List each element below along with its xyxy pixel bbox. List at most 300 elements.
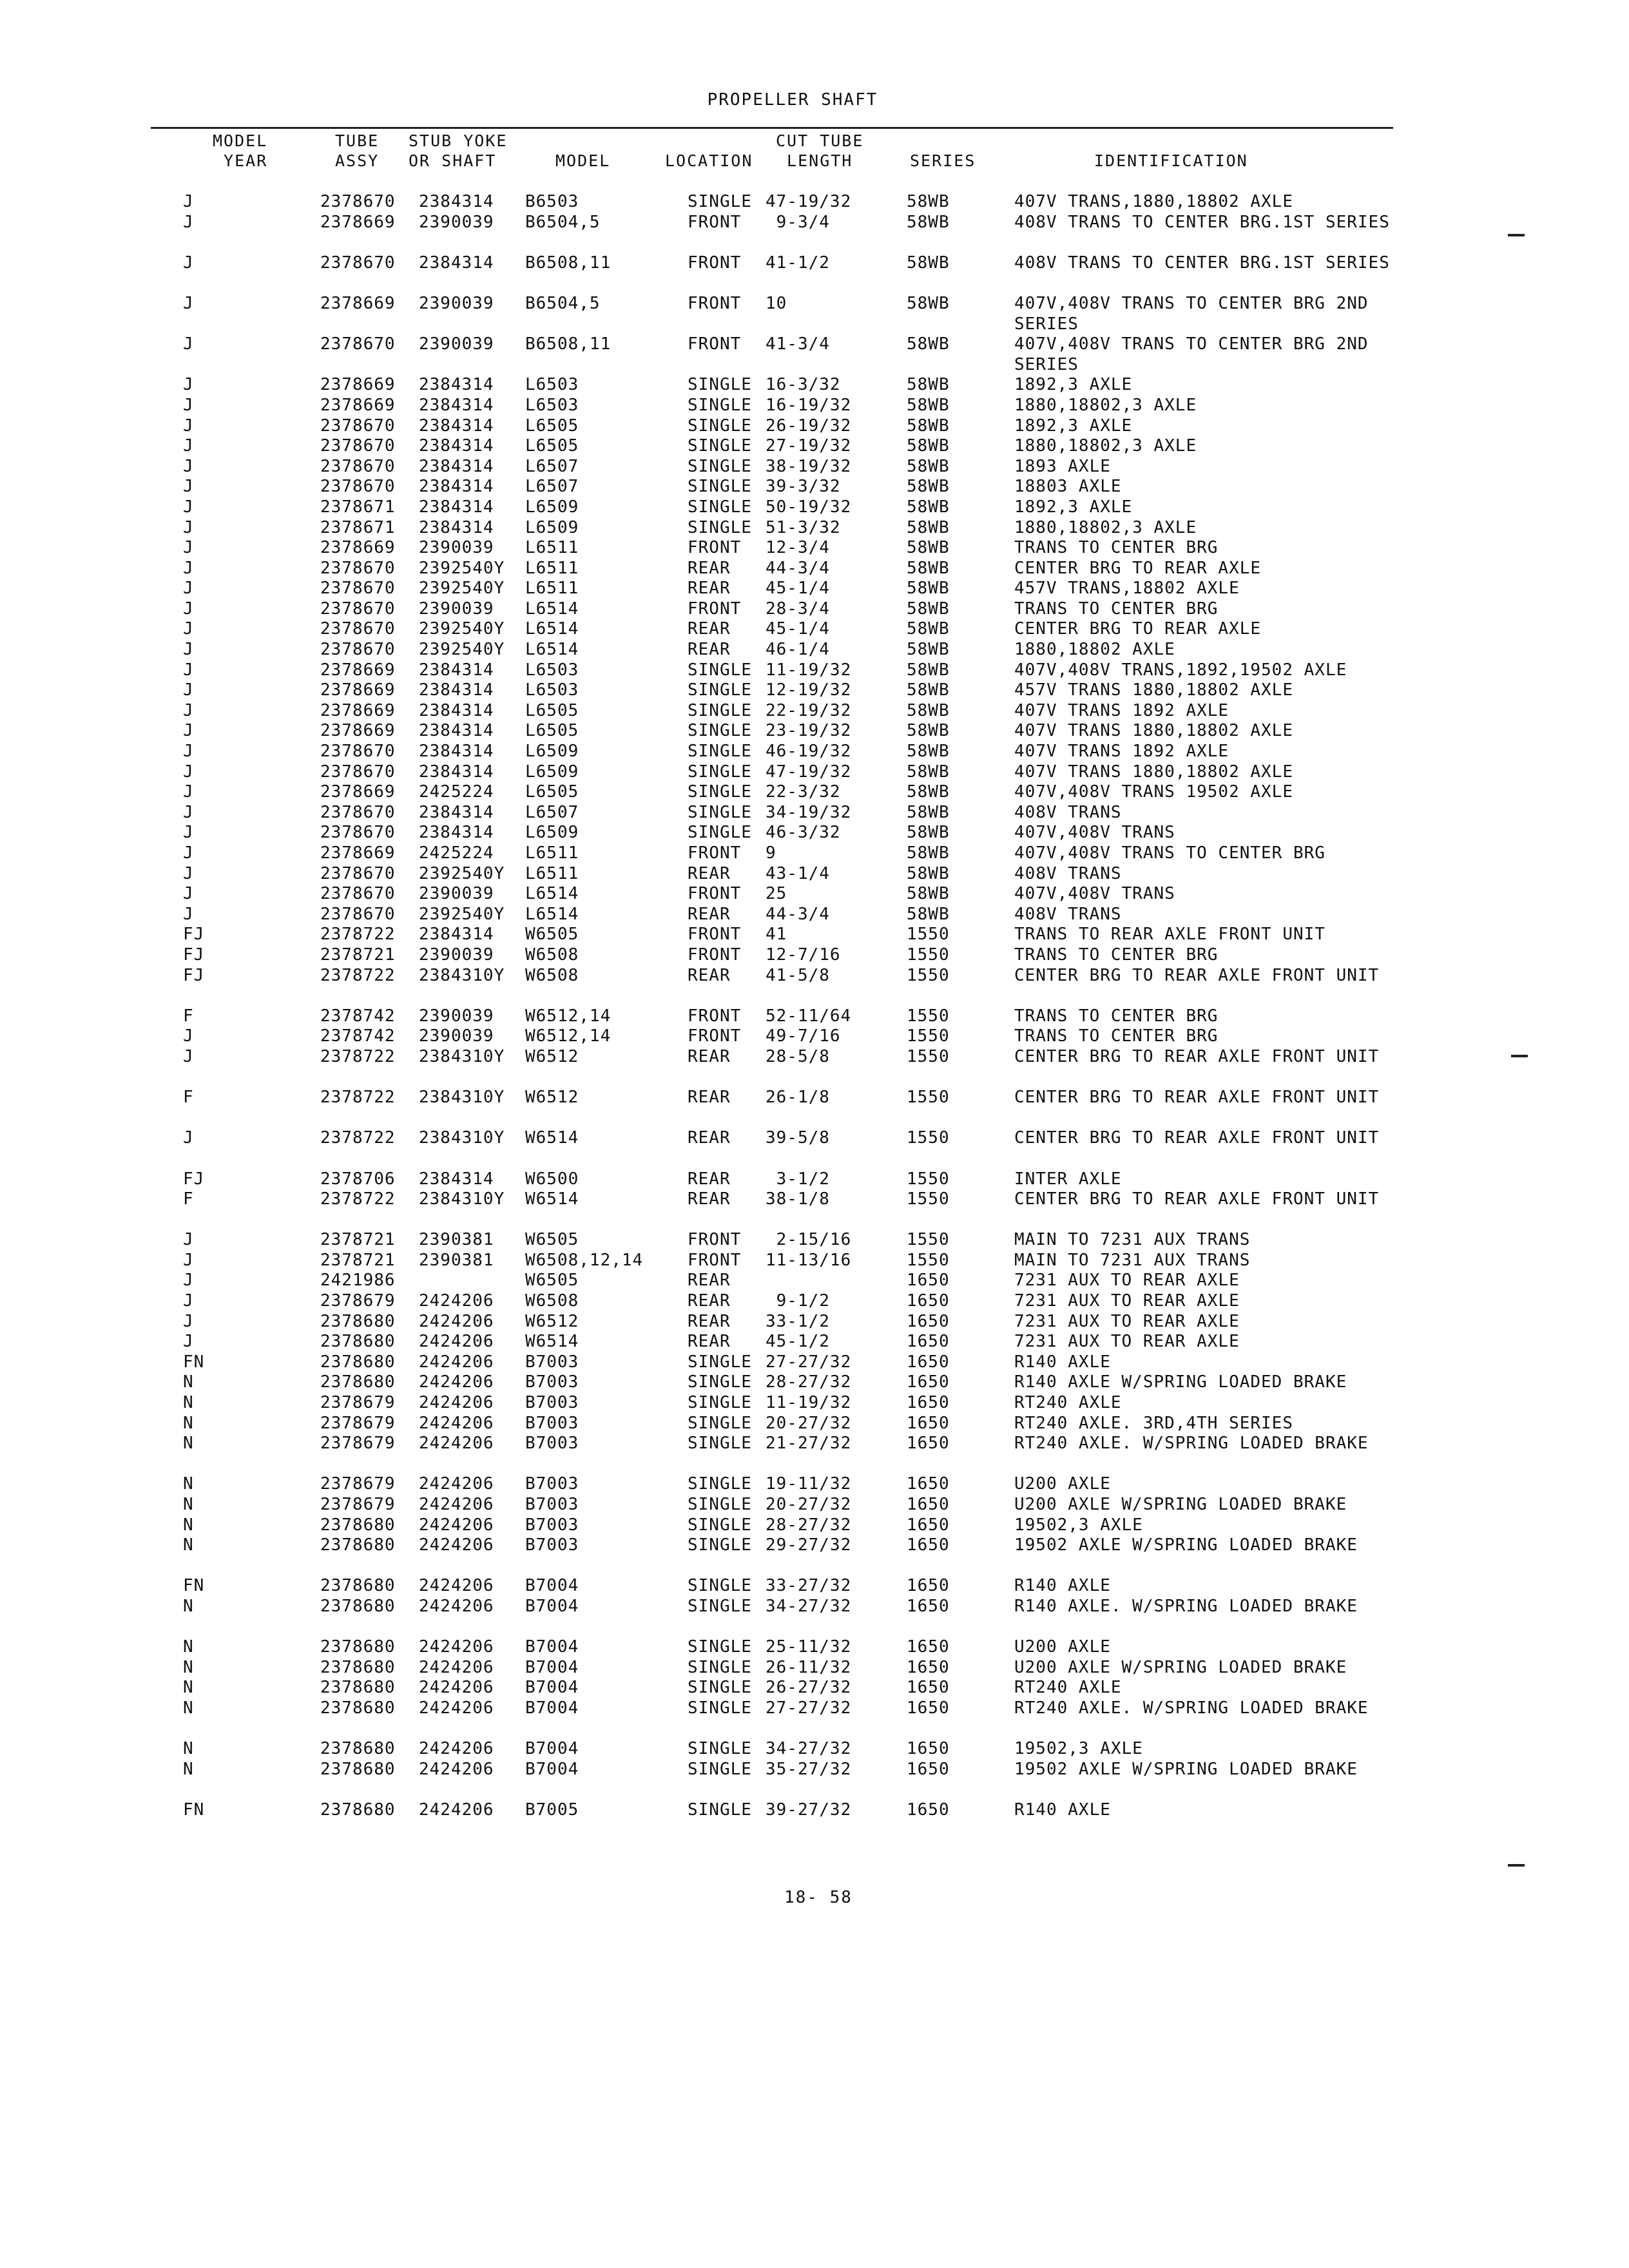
tube-assy-cell: 2378680 [320, 1372, 396, 1392]
model-year-cell: J [183, 395, 194, 415]
model-year-cell: N [183, 1698, 194, 1718]
table-row [0, 1047, 1629, 1088]
cut-tube-length-cell: 45-1/2 [766, 1332, 830, 1352]
series-cell: 1550 [907, 1026, 950, 1046]
series-cell: 58WB [907, 395, 950, 415]
header-tube-assy: TUBE ASSY [335, 131, 380, 170]
stub-yoke-cell: 2384314 [419, 742, 494, 762]
stub-yoke-cell: 2392540Y [419, 579, 505, 599]
stub-yoke-cell: 2424206 [419, 1495, 494, 1514]
location-cell: REAR [688, 1291, 731, 1311]
table-row [0, 619, 1629, 640]
series-cell: 1650 [907, 1291, 950, 1311]
tube-assy-cell: 2378670 [320, 558, 396, 578]
model-cell: L6511 [525, 558, 579, 578]
model-cell: B7003 [525, 1413, 579, 1433]
model-cell: L6505 [525, 700, 579, 720]
identification-cell: 457V TRANS 1880,18802 AXLE [1014, 680, 1293, 700]
identification-cell: 407V,408V TRANS TO CENTER BRG 2ND SERIES [1014, 293, 1369, 334]
table-row [0, 1678, 1629, 1698]
model-cell: L6514 [525, 619, 579, 639]
table-row [0, 1576, 1629, 1597]
model-cell: L6514 [525, 599, 579, 619]
identification-cell: 408V TRANS TO CENTER BRG.1ST SERIES [1014, 253, 1390, 273]
model-year-cell: F [183, 1006, 194, 1026]
series-cell: 58WB [907, 802, 950, 822]
series-cell: 1650 [907, 1739, 950, 1759]
table-row [0, 436, 1629, 457]
stub-yoke-cell: 2424206 [419, 1434, 494, 1454]
model-cell: W6514 [525, 1332, 579, 1352]
cut-tube-length-cell: 33-27/32 [766, 1576, 852, 1596]
location-cell: FRONT [688, 253, 742, 273]
stub-yoke-cell: 2384314 [419, 1169, 494, 1189]
series-cell: 1650 [907, 1596, 950, 1616]
series-cell: 58WB [907, 742, 950, 762]
model-year-cell: J [183, 884, 194, 904]
stub-yoke-cell: 2392540Y [419, 863, 505, 883]
location-cell: SINGLE [688, 660, 752, 680]
cut-tube-length-cell: 27-27/32 [766, 1352, 852, 1372]
stub-yoke-cell: 2392540Y [419, 558, 505, 578]
tube-assy-cell: 2378669 [320, 700, 396, 720]
stub-yoke-cell: 2424206 [419, 1596, 494, 1616]
model-cell: W6512,14 [525, 1006, 612, 1026]
location-cell: FRONT [688, 212, 742, 232]
page-title: PROPELLER SHAFT [707, 90, 878, 110]
identification-cell: 408V TRANS [1014, 904, 1122, 924]
identification-cell: TRANS TO CENTER BRG [1014, 1006, 1219, 1026]
tube-assy-cell: 2378670 [320, 334, 396, 354]
series-cell: 1650 [907, 1759, 950, 1779]
stub-yoke-cell: 2424206 [419, 1657, 494, 1677]
series-cell: 58WB [907, 436, 950, 456]
identification-cell: 7231 AUX TO REAR AXLE [1014, 1271, 1240, 1291]
table-row [0, 782, 1629, 803]
identification-cell: TRANS TO CENTER BRG [1014, 538, 1219, 558]
series-cell: 1650 [907, 1311, 950, 1331]
model-year-cell: N [183, 1413, 194, 1433]
model-year-cell: J [183, 1230, 194, 1250]
identification-cell: 1880,18802,3 AXLE [1014, 395, 1197, 415]
identification-cell: 1892,3 AXLE [1014, 497, 1133, 517]
cut-tube-length-cell: 47-19/32 [766, 192, 852, 211]
series-cell: 1650 [907, 1332, 950, 1352]
model-cell: B7003 [525, 1393, 579, 1413]
series-cell: 58WB [907, 721, 950, 741]
stub-yoke-cell: 2384310Y [419, 1046, 505, 1066]
tube-assy-cell: 2378721 [320, 1230, 396, 1250]
series-cell: 1650 [907, 1434, 950, 1454]
table-row [0, 192, 1629, 213]
model-cell: L6509 [525, 497, 579, 517]
cut-tube-length-cell: 39-3/32 [766, 477, 841, 497]
model-year-cell: J [183, 497, 194, 517]
model-year-cell: J [183, 1291, 194, 1311]
table-row [0, 396, 1629, 416]
location-cell: SINGLE [688, 456, 752, 476]
stub-yoke-cell: 2392540Y [419, 619, 505, 639]
table-row [0, 1372, 1629, 1393]
stub-yoke-cell: 2384314 [419, 700, 494, 720]
model-year-cell: J [183, 1046, 194, 1066]
location-cell: SINGLE [688, 497, 752, 517]
tube-assy-cell: 2378670 [320, 599, 396, 619]
location-cell: SINGLE [688, 721, 752, 741]
location-cell: SINGLE [688, 1739, 752, 1759]
table-row [0, 1760, 1629, 1800]
model-cell: L6511 [525, 863, 579, 883]
identification-cell: 1893 AXLE [1014, 456, 1111, 476]
identification-cell: 1880,18802,3 AXLE [1014, 436, 1197, 456]
model-year-cell: J [183, 293, 194, 313]
cut-tube-length-cell: 35-27/32 [766, 1759, 852, 1779]
cut-tube-length-cell: 39-27/32 [766, 1800, 852, 1820]
location-cell: SINGLE [688, 1434, 752, 1454]
stub-yoke-cell: 2424206 [419, 1332, 494, 1352]
location-cell: REAR [688, 1088, 731, 1108]
model-year-cell: J [183, 212, 194, 232]
table-row [0, 1312, 1629, 1332]
model-year-cell: N [183, 1739, 194, 1759]
model-cell: B7004 [525, 1637, 579, 1657]
tube-assy-cell: 2378721 [320, 1250, 396, 1270]
location-cell: SINGLE [688, 1657, 752, 1677]
series-cell: 58WB [907, 517, 950, 537]
tube-assy-cell: 2378679 [320, 1434, 396, 1454]
location-cell: SINGLE [688, 1352, 752, 1372]
table-row [0, 905, 1629, 925]
cut-tube-length-cell: 38-19/32 [766, 456, 852, 476]
model-year-cell: J [183, 558, 194, 578]
margin-mark [1511, 1055, 1528, 1057]
cut-tube-length-cell: 21-27/32 [766, 1434, 852, 1454]
model-year-cell: J [183, 517, 194, 537]
tube-assy-cell: 2378669 [320, 843, 396, 863]
table-row [0, 1414, 1629, 1434]
model-cell: W6514 [525, 1128, 579, 1148]
header-model: MODEL [555, 151, 611, 170]
identification-cell: 457V TRANS,18802 AXLE [1014, 579, 1240, 599]
stub-yoke-cell: 2424206 [419, 1413, 494, 1433]
model-year-cell: N [183, 1515, 194, 1535]
series-cell: 58WB [907, 782, 950, 802]
location-cell: SINGLE [688, 823, 752, 843]
location-cell: FRONT [688, 599, 742, 619]
table-row [0, 640, 1629, 660]
tube-assy-cell: 2378679 [320, 1413, 396, 1433]
model-cell: W6505 [525, 925, 579, 945]
cut-tube-length-cell: 28-5/8 [766, 1046, 830, 1066]
series-cell: 1650 [907, 1352, 950, 1372]
header-identification: IDENTIFICATION [1094, 151, 1248, 170]
model-year-cell: J [183, 1311, 194, 1331]
location-cell: REAR [688, 1189, 731, 1209]
model-year-cell: N [183, 1657, 194, 1677]
location-cell: REAR [688, 863, 731, 883]
table-row [0, 579, 1629, 599]
table-row [0, 1271, 1629, 1291]
series-cell: 58WB [907, 538, 950, 558]
model-cell: W6512,14 [525, 1026, 612, 1046]
cut-tube-length-cell: 20-27/32 [766, 1413, 852, 1433]
model-year-cell: FJ [183, 965, 205, 985]
series-cell: 1550 [907, 1088, 950, 1108]
table-row [0, 1332, 1629, 1352]
series-cell: 1650 [907, 1800, 950, 1820]
cut-tube-length-cell: 44-3/4 [766, 558, 830, 578]
model-cell: B7003 [525, 1535, 579, 1555]
tube-assy-cell: 2378680 [320, 1596, 396, 1616]
identification-cell: CENTER BRG TO REAR AXLE FRONT UNIT [1014, 1189, 1380, 1209]
series-cell: 58WB [907, 619, 950, 639]
location-cell: SINGLE [688, 1678, 752, 1698]
table-row [0, 1189, 1629, 1230]
model-cell: L6505 [525, 436, 579, 456]
model-cell: L6507 [525, 477, 579, 497]
model-cell: L6511 [525, 579, 579, 599]
identification-cell: RT240 AXLE. 3RD,4TH SERIES [1014, 1413, 1293, 1433]
table-row [0, 213, 1629, 253]
model-year-cell: J [183, 579, 194, 599]
stub-yoke-cell: 2424206 [419, 1393, 494, 1413]
tube-assy-cell: 2378742 [320, 1006, 396, 1026]
model-year-cell: J [183, 1026, 194, 1046]
cut-tube-length-cell: 2-15/16 [766, 1230, 852, 1250]
stub-yoke-cell: 2384314 [419, 436, 494, 456]
location-cell: SINGLE [688, 680, 752, 700]
cut-tube-length-cell: 26-19/32 [766, 416, 852, 436]
model-year-cell: F [183, 1189, 194, 1209]
model-year-cell: J [183, 782, 194, 802]
stub-yoke-cell: 2390039 [419, 334, 494, 354]
tube-assy-cell: 2378670 [320, 823, 396, 843]
tube-assy-cell: 2378680 [320, 1739, 396, 1759]
identification-cell: U200 AXLE [1014, 1637, 1111, 1657]
model-year-cell: J [183, 416, 194, 436]
tube-assy-cell: 2378669 [320, 375, 396, 395]
stub-yoke-cell: 2424206 [419, 1515, 494, 1535]
cut-tube-length-cell: 45-1/4 [766, 619, 830, 639]
table-row [0, 721, 1629, 742]
tube-assy-cell: 2378670 [320, 436, 396, 456]
model-cell: B7003 [525, 1474, 579, 1494]
identification-cell: 19502 AXLE W/SPRING LOADED BRAKE [1014, 1535, 1358, 1555]
location-cell: SINGLE [688, 1576, 752, 1596]
tube-assy-cell: 2378669 [320, 538, 396, 558]
identification-cell: 408V TRANS [1014, 863, 1122, 883]
series-cell: 58WB [907, 497, 950, 517]
identification-cell: 407V,408V TRANS [1014, 823, 1175, 843]
table-row [0, 1495, 1629, 1515]
stub-yoke-cell: 2384310Y [419, 1128, 505, 1148]
model-cell: W6512 [525, 1088, 579, 1108]
identification-cell: 18803 AXLE [1014, 477, 1122, 497]
table-row [0, 294, 1629, 334]
cut-tube-length-cell: 46-3/32 [766, 823, 841, 843]
table-row [0, 1026, 1629, 1047]
model-year-cell: N [183, 1372, 194, 1392]
model-cell: W6512 [525, 1311, 579, 1331]
cut-tube-length-cell: 11-19/32 [766, 1393, 852, 1413]
model-year-cell: F [183, 1088, 194, 1108]
parts-table [0, 192, 1629, 1821]
model-cell: L6514 [525, 904, 579, 924]
identification-cell: 407V TRANS 1880,18802 AXLE [1014, 762, 1293, 782]
tube-assy-cell: 2378680 [320, 1698, 396, 1718]
table-row [0, 1251, 1629, 1271]
location-cell: REAR [688, 640, 731, 660]
location-cell: REAR [688, 1046, 731, 1066]
identification-cell: U200 AXLE [1014, 1474, 1111, 1494]
series-cell: 58WB [907, 762, 950, 782]
table-row [0, 1434, 1629, 1474]
series-cell: 58WB [907, 456, 950, 476]
table-row [0, 1637, 1629, 1658]
cut-tube-length-cell: 10 [766, 293, 787, 313]
cut-tube-length-cell: 44-3/4 [766, 904, 830, 924]
model-year-cell: J [183, 538, 194, 558]
identification-cell: 408V TRANS [1014, 802, 1122, 822]
table-row [0, 1352, 1629, 1373]
identification-cell: 407V,408V TRANS,1892,19502 AXLE [1014, 660, 1347, 680]
table-row [0, 477, 1629, 497]
identification-cell: 19502,3 AXLE [1014, 1739, 1143, 1759]
series-cell: 58WB [907, 660, 950, 680]
model-cell: L6503 [525, 680, 579, 700]
model-year-cell: J [183, 253, 194, 273]
cut-tube-length-cell: 43-1/4 [766, 863, 830, 883]
location-cell: REAR [688, 619, 731, 639]
table-row [0, 945, 1629, 966]
identification-cell: 7231 AUX TO REAR AXLE [1014, 1291, 1240, 1311]
series-cell: 58WB [907, 680, 950, 700]
table-row [0, 253, 1629, 294]
location-cell: FRONT [688, 1230, 742, 1250]
tube-assy-cell: 2378742 [320, 1026, 396, 1046]
identification-cell: 407V TRANS 1892 AXLE [1014, 742, 1229, 762]
stub-yoke-cell: 2390039 [419, 1006, 494, 1026]
stub-yoke-cell: 2390381 [419, 1250, 494, 1270]
series-cell: 1650 [907, 1515, 950, 1535]
location-cell: SINGLE [688, 395, 752, 415]
identification-cell: R140 AXLE W/SPRING LOADED BRAKE [1014, 1372, 1347, 1392]
series-cell: 1650 [907, 1393, 950, 1413]
location-cell: REAR [688, 1128, 731, 1148]
identification-cell: 407V TRANS,1880,18802 AXLE [1014, 192, 1293, 211]
model-cell: W6508 [525, 965, 579, 985]
tube-assy-cell: 2378722 [320, 1189, 396, 1209]
cut-tube-length-cell: 9-1/2 [766, 1291, 830, 1311]
model-year-cell: FJ [183, 925, 205, 945]
stub-yoke-cell: 2384314 [419, 456, 494, 476]
model-cell: L6509 [525, 823, 579, 843]
cut-tube-length-cell: 3-1/2 [766, 1169, 830, 1189]
location-cell: FRONT [688, 334, 742, 354]
cut-tube-length-cell: 41-3/4 [766, 334, 830, 354]
tube-assy-cell: 2378722 [320, 965, 396, 985]
table-row [0, 1088, 1629, 1128]
table-row [0, 1739, 1629, 1760]
table-row [0, 497, 1629, 518]
series-cell: 58WB [907, 843, 950, 863]
cut-tube-length-cell: 28-27/32 [766, 1515, 852, 1535]
series-cell: 58WB [907, 477, 950, 497]
tube-assy-cell: 2378669 [320, 212, 396, 232]
tube-assy-cell: 2378679 [320, 1393, 396, 1413]
tube-assy-cell: 2378670 [320, 802, 396, 822]
stub-yoke-cell: 2384314 [419, 721, 494, 741]
model-cell: B6508,11 [525, 253, 612, 273]
tube-assy-cell: 2378670 [320, 904, 396, 924]
cut-tube-length-cell: 46-1/4 [766, 640, 830, 660]
tube-assy-cell: 2378722 [320, 1046, 396, 1066]
table-row [0, 742, 1629, 762]
identification-cell: CENTER BRG TO REAR AXLE [1014, 558, 1262, 578]
cut-tube-length-cell: 51-3/32 [766, 517, 841, 537]
series-cell: 58WB [907, 599, 950, 619]
tube-assy-cell: 2378670 [320, 640, 396, 660]
location-cell: SINGLE [688, 762, 752, 782]
model-year-cell: J [183, 456, 194, 476]
location-cell: FRONT [688, 925, 742, 945]
stub-yoke-cell: 2424206 [419, 1678, 494, 1698]
series-cell: 58WB [907, 192, 950, 211]
tube-assy-cell: 2378669 [320, 395, 396, 415]
model-cell: B7004 [525, 1657, 579, 1677]
cut-tube-length-cell: 9-3/4 [766, 212, 830, 232]
tube-assy-cell: 2378680 [320, 1311, 396, 1331]
series-cell: 1550 [907, 965, 950, 985]
series-cell: 1650 [907, 1413, 950, 1433]
series-cell: 58WB [907, 212, 950, 232]
cut-tube-length-cell: 34-19/32 [766, 802, 852, 822]
stub-yoke-cell: 2384314 [419, 925, 494, 945]
stub-yoke-cell: 2424206 [419, 1311, 494, 1331]
cut-tube-length-cell: 41-5/8 [766, 965, 830, 985]
table-row [0, 1515, 1629, 1536]
location-cell: SINGLE [688, 1393, 752, 1413]
cut-tube-length-cell: 11-19/32 [766, 660, 852, 680]
model-cell: W6505 [525, 1230, 579, 1250]
model-year-cell: N [183, 1678, 194, 1698]
tube-assy-cell: 2378722 [320, 925, 396, 945]
stub-yoke-cell: 2424206 [419, 1637, 494, 1657]
table-row [0, 701, 1629, 722]
location-cell: FRONT [688, 945, 742, 965]
table-row [0, 1658, 1629, 1678]
model-year-cell: J [183, 1271, 194, 1291]
cut-tube-length-cell: 16-19/32 [766, 395, 852, 415]
table-row [0, 660, 1629, 681]
model-cell: W6512 [525, 1046, 579, 1066]
table-row [0, 334, 1629, 375]
stub-yoke-cell: 2384314 [419, 416, 494, 436]
location-cell: FRONT [688, 843, 742, 863]
series-cell: 1550 [907, 1046, 950, 1066]
identification-cell: TRANS TO REAR AXLE FRONT UNIT [1014, 925, 1325, 945]
stub-yoke-cell: 2392540Y [419, 904, 505, 924]
cut-tube-length-cell: 23-19/32 [766, 721, 852, 741]
tube-assy-cell: 2378670 [320, 456, 396, 476]
cut-tube-length-cell: 20-27/32 [766, 1495, 852, 1514]
tube-assy-cell: 2378722 [320, 1088, 396, 1108]
series-cell: 1550 [907, 945, 950, 965]
cut-tube-length-cell: 27-27/32 [766, 1698, 852, 1718]
cut-tube-length-cell: 28-3/4 [766, 599, 830, 619]
model-cell: L6514 [525, 640, 579, 660]
identification-cell: RT240 AXLE [1014, 1678, 1122, 1698]
